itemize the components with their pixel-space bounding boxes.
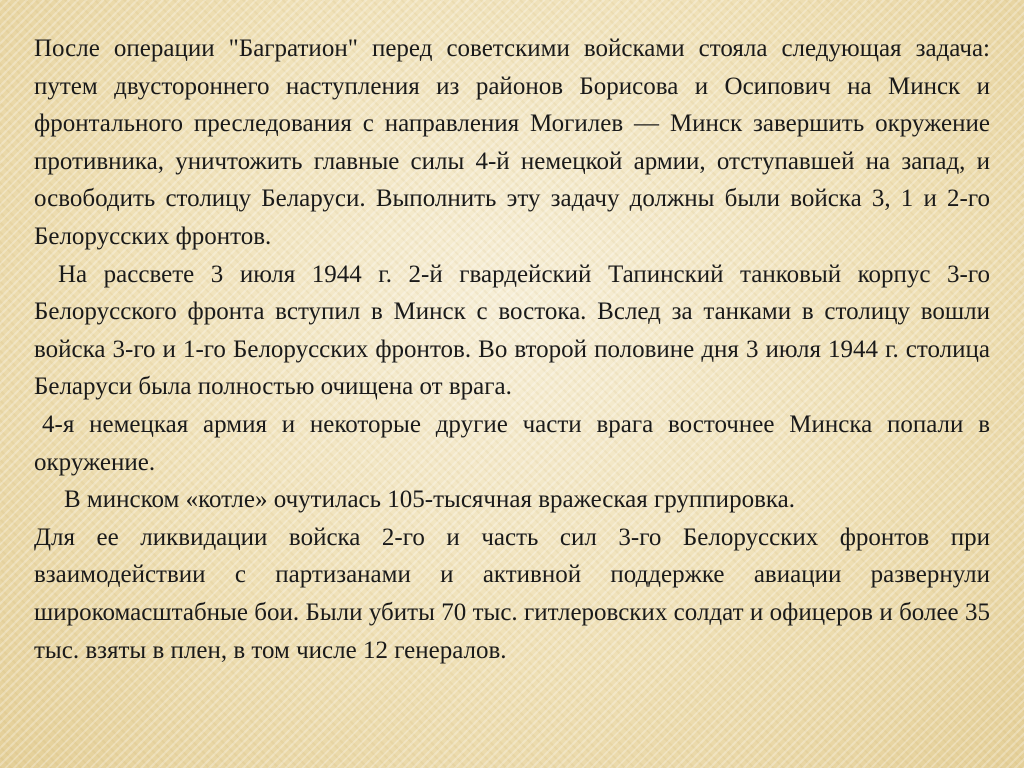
paragraph-minsk-liberation: На рассвете 3 июля 1944 г. 2-й гвардейский Тапинский танковый корпус 3-го Белорусского фронта вступил в Минск с востока. Вслед за танками в столицу вошли войска 3-го и 1-го Белорусских фронтов. Во второй половине дня 3 июля 1944 г. столица Беларуси была полностью очищена от врага. — [34, 260, 990, 401]
paragraph-encirclement: 4-я немецкая армия и некоторые другие части врага восточнее Минска попали в окружение. — [34, 410, 990, 476]
slide-text-body — [34, 30, 990, 669]
paragraph-liquidation: Для ее ликвидации войска 2-го и часть сил 3-го Белорусских фронтов при взаимодействии с партизанами и активной поддержке авиации развернули широкомасштабные бои. Были убиты 70 тыс. гитлеровских солдат и офицеров и более 35 тыс. взяты в плен, в том числе 12 генералов. — [34, 523, 990, 664]
paragraph-task: После операции "Багратион" перед советскими войсками стояла следующая задача: путем двустороннего наступления из районов Борисова и Осипович на Минск и фронтального преследования с направления Могилев — Минск завершить окружение противника, уничтожить главные силы 4-й немецкой армии, отступавшей на запад, и освободить столицу Беларуси. Выполнить эту задачу должны были войска 3, 1 и 2-го Белорусских фронтов. — [34, 35, 990, 250]
paragraph-minsk-pocket: В минском «котле» очутилась 105-тысячная вражеская группировка. — [64, 486, 795, 514]
